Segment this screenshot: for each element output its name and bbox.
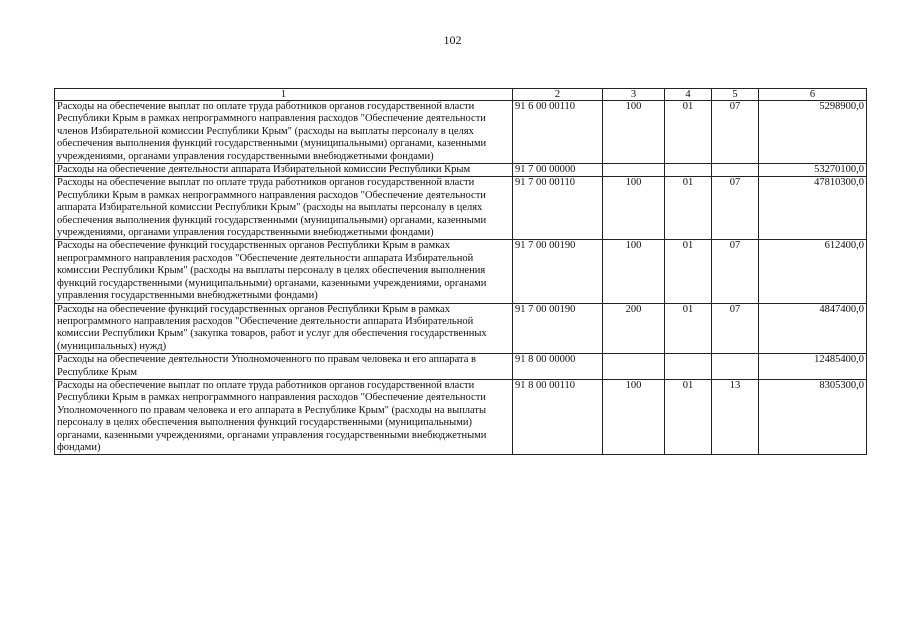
expense-type (603, 164, 665, 177)
expense-type: 100 (603, 101, 665, 164)
target-code: 91 8 00 00000 (513, 354, 603, 380)
target-code: 91 7 00 00000 (513, 164, 603, 177)
amount: 5298900,0 (759, 101, 867, 164)
amount: 12485400,0 (759, 354, 867, 380)
table-row (55, 354, 867, 380)
expense-type: 100 (603, 379, 665, 454)
expense-name: Расходы на обеспечение деятельности аппарата Избирательной комиссии Республики Крым (55, 164, 513, 177)
subsection-code (712, 354, 759, 380)
amount: 47810300,0 (759, 177, 867, 240)
page-number: 102 (443, 33, 462, 47)
expense-type: 200 (603, 303, 665, 354)
table-row (55, 303, 867, 354)
subsection-code (712, 164, 759, 177)
target-code: 91 7 00 00190 (513, 240, 603, 303)
subsection-code: 07 (712, 101, 759, 164)
section-code (665, 164, 712, 177)
column-header-1: 1 (55, 89, 513, 101)
subsection-code: 07 (712, 303, 759, 354)
column-header-6: 6 (759, 89, 867, 101)
budget-table (54, 88, 867, 455)
amount: 612400,0 (759, 240, 867, 303)
expense-name: Расходы на обеспечение деятельности Уполномоченного по правам человека и его аппарата в Республике Крым (55, 354, 513, 380)
section-code: 01 (665, 379, 712, 454)
table-row (55, 240, 867, 303)
expense-type (603, 354, 665, 380)
expense-name: Расходы на обеспечение выплат по оплате труда работников органов государственной власти Республики Крым в рамках непрограммного направления расходов "Обеспечение деятельности членов Избирательной комиссии Республики Крым" (расходы на выплаты персоналу в целях обеспечения выполнения функций государственными (муниципальными) органами, казенными учреждениями, органами управления государственными внебюджетными фондами) (55, 101, 513, 164)
amount: 8305300,0 (759, 379, 867, 454)
header-row (55, 89, 867, 101)
expense-name: Расходы на обеспечение функций государственных органов Республики Крым в рамках непрограммного направления расходов "Обеспечение деятельности аппарата Избирательной комиссии Республики Крым" (закупка товаров, работ и услуг для обеспечения государственных (муниципальных) нужд) (55, 303, 513, 354)
table-row (55, 177, 867, 240)
target-code: 91 7 00 00190 (513, 303, 603, 354)
column-header-3: 3 (603, 89, 665, 101)
section-code (665, 354, 712, 380)
section-code: 01 (665, 177, 712, 240)
section-code: 01 (665, 240, 712, 303)
expense-name: Расходы на обеспечение выплат по оплате труда работников органов государственной власти Республики Крым в рамках непрограммного направления расходов "Обеспечение деятельности Уполномоченного по правам человека и его аппарата в Республике Крым" (расходы на выплаты персоналу в целях обеспечения выполнения функций государственными (муниципальными) органами, казенными учреждениями, органами управления государственными внебюджетными фондами) (55, 379, 513, 454)
target-code: 91 7 00 00110 (513, 177, 603, 240)
subsection-code: 13 (712, 379, 759, 454)
section-code: 01 (665, 101, 712, 164)
subsection-code: 07 (712, 177, 759, 240)
expense-name: Расходы на обеспечение выплат по оплате труда работников органов государственной власти Республики Крым в рамках непрограммного направления расходов "Обеспечение деятельности аппарата Избирательной комиссии Республики Крым" (расходы на выплаты персоналу в целях обеспечения выполнения функций государственными (муниципальными) органами, казенными учреждениями, органами управления государственными внебюджетными фондами) (55, 177, 513, 240)
subsection-code: 07 (712, 240, 759, 303)
target-code: 91 6 00 00110 (513, 101, 603, 164)
target-code: 91 8 00 00110 (513, 379, 603, 454)
table-row (55, 101, 867, 164)
expense-type: 100 (603, 240, 665, 303)
table-row (55, 379, 867, 454)
table-row (55, 164, 867, 177)
amount: 53270100,0 (759, 164, 867, 177)
expense-name: Расходы на обеспечение функций государственных органов Республики Крым в рамках непрограммного направления расходов "Обеспечение деятельности аппарата Избирательной комиссии Республики Крым" (расходы на выплаты персоналу в целях обеспечения выполнения функций государственными (муниципальными) органами, казенными учреждениями, органами управления государственными внебюджетными фондами) (55, 240, 513, 303)
column-header-5: 5 (712, 89, 759, 101)
expense-type: 100 (603, 177, 665, 240)
section-code: 01 (665, 303, 712, 354)
amount: 4847400,0 (759, 303, 867, 354)
column-header-2: 2 (513, 89, 603, 101)
column-header-4: 4 (665, 89, 712, 101)
